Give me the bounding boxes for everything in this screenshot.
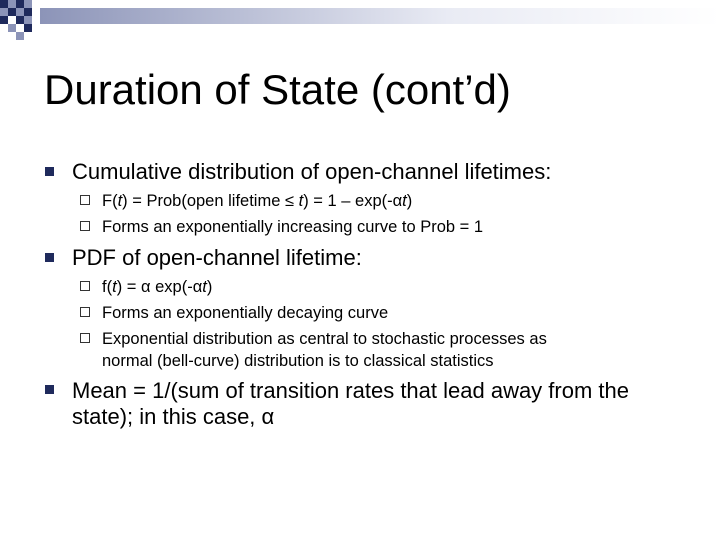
bullet-cumulative-distribution	[72, 160, 551, 184]
hollow-square-bullet-icon	[80, 307, 90, 317]
square-bullet-icon	[45, 167, 54, 176]
subbullet-cdf-formula	[102, 190, 412, 212]
hollow-square-bullet-icon	[80, 195, 90, 205]
bullet-text-line1: Mean = 1/(sum of transition rates that lead away from the	[72, 378, 629, 403]
bullet-pdf	[72, 246, 362, 270]
formula-part: ) = α exp(-α	[116, 278, 203, 296]
square-bullet-icon	[45, 253, 54, 262]
hollow-square-bullet-icon	[80, 221, 90, 231]
slide-title: Duration of State (cont’d)	[44, 66, 511, 113]
square-bullet-icon	[45, 385, 54, 394]
subbullet-exponential-distribution	[102, 328, 547, 372]
formula-part: ) = 1 – exp(-α	[303, 192, 403, 210]
formula-part: ) = Prob(open lifetime ≤	[122, 192, 299, 210]
hollow-square-bullet-icon	[80, 333, 90, 343]
subbullet-text: Forms an exponentially decaying curve	[102, 304, 389, 322]
variable-t: t	[112, 278, 117, 296]
bullet-text: PDF of open-channel lifetime:	[72, 245, 362, 270]
variable-t: t	[117, 192, 123, 210]
subbullet-text-line2: normal (bell-curve) distribution is to classical statistics	[102, 352, 494, 370]
bullet-mean	[72, 378, 629, 430]
variable-t: t	[298, 192, 304, 210]
formula-part: f(	[102, 278, 113, 296]
subbullet-text-line1: Exponential distribution as central to stochastic processes as	[102, 330, 547, 348]
bullet-text-line2: state); in this case, α	[72, 404, 275, 429]
subbullet-text: Forms an exponentially increasing curve to Prob = 1	[102, 218, 484, 236]
bullet-text: Cumulative distribution of open-channel lifetimes:	[72, 159, 552, 184]
hollow-square-bullet-icon	[80, 281, 90, 291]
formula-part: F(	[102, 192, 118, 210]
subbullet-increasing-curve	[102, 216, 483, 238]
subbullet-decaying-curve	[102, 302, 388, 324]
variable-t: t	[402, 192, 407, 210]
variable-t: t	[202, 278, 207, 296]
formula-part: )	[206, 278, 213, 296]
formula-part: )	[406, 192, 413, 210]
subbullet-pdf-formula	[102, 276, 212, 298]
